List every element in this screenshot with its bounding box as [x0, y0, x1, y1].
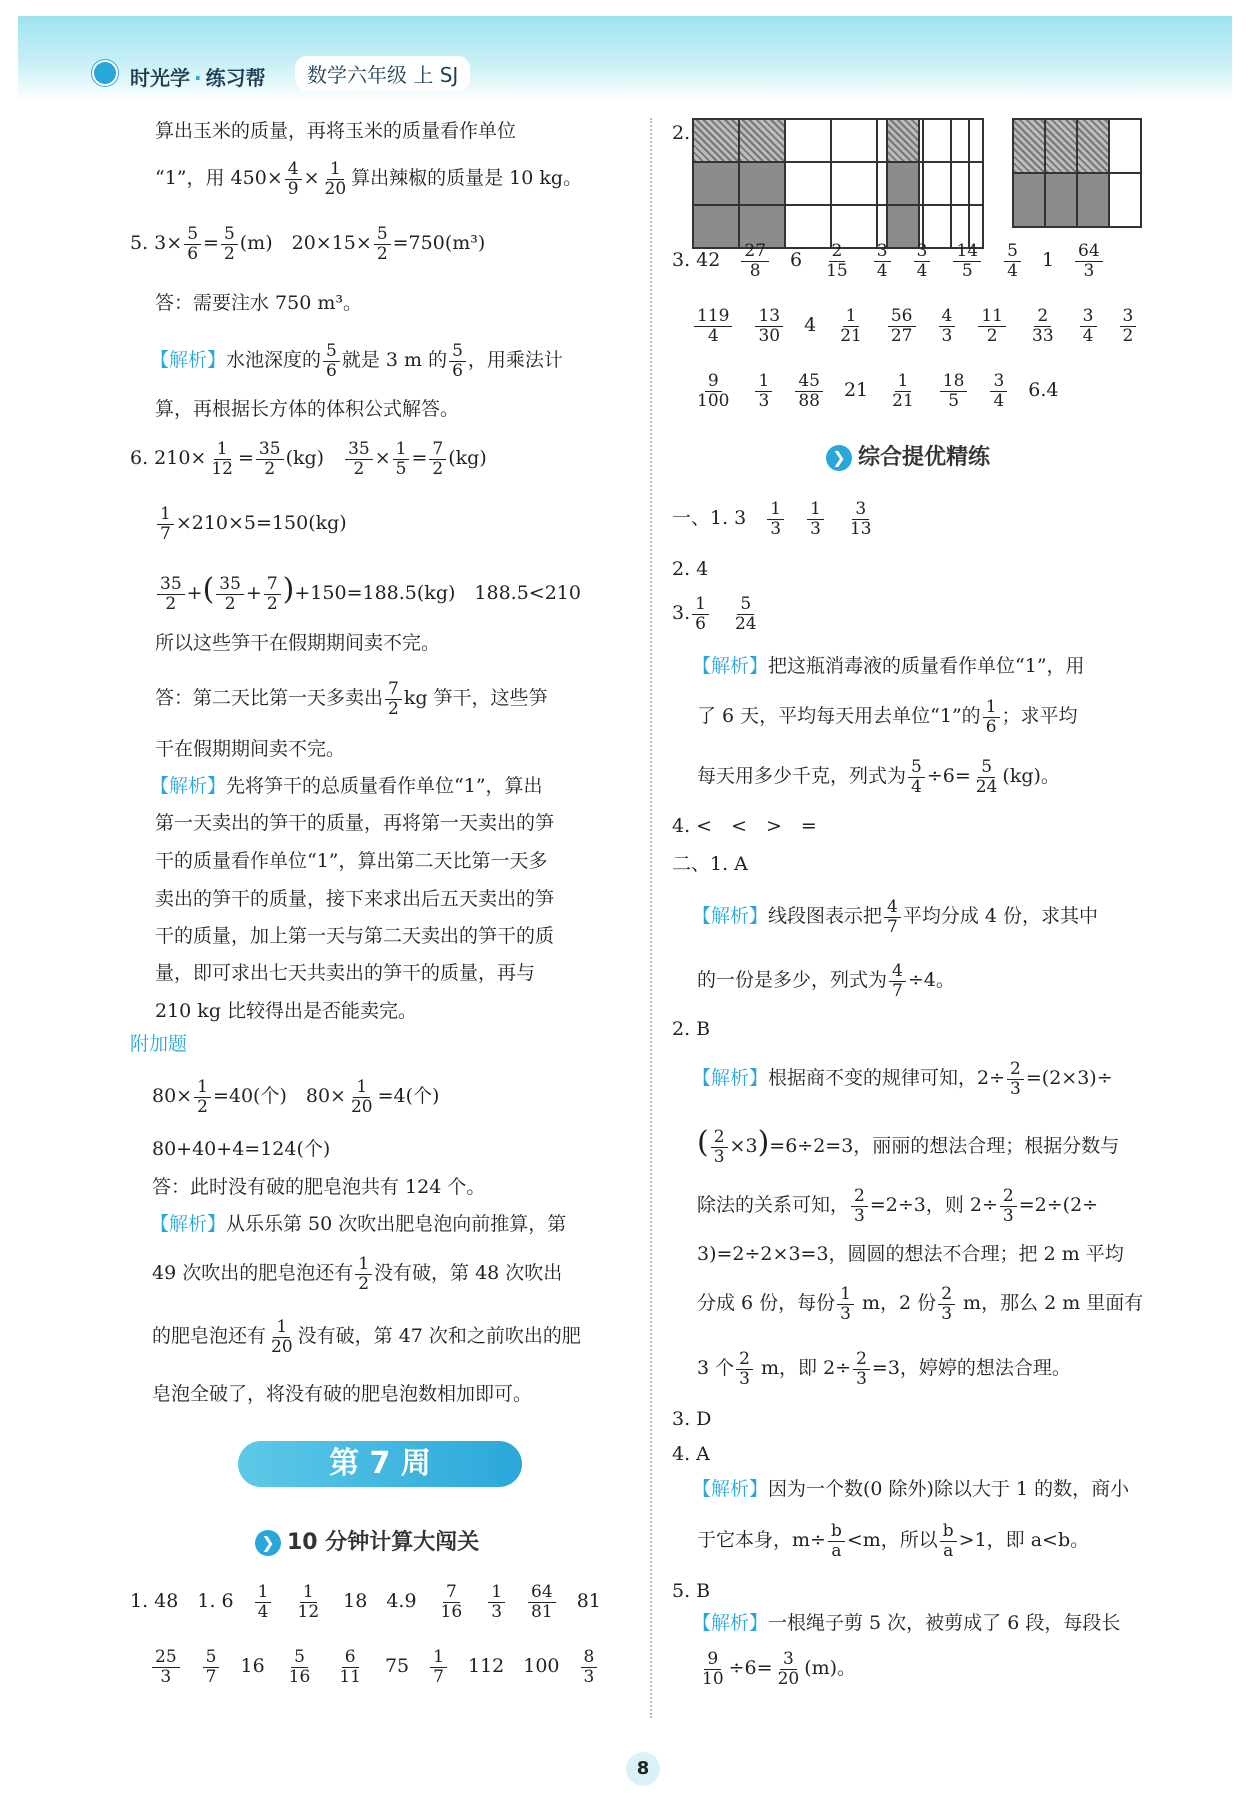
text-line: 干的质量，加上第一天与第二天卖出的笋干的质 [155, 925, 555, 947]
text-line: “1”，用 450× $\frac{4}{9}$ × $\frac{1}{20}$ 算出辣椒的质量是 10 kg。 [155, 159, 583, 199]
text-line: 的肥皂泡还有 $\frac{1}{20}$ 没有破，第 47 次和之前吹出的肥 [152, 1317, 581, 1357]
part-1-q4: 4. < < > = [672, 815, 817, 837]
text-line: 卖出的笋干的质量，接下来求出后五天卖出的笋 [155, 888, 555, 910]
part-2-q5: 5. B [672, 1580, 711, 1602]
grid-figure-2 [886, 118, 984, 249]
calc-row-1: 1. 48 1. 6 $\frac{1}{4}$ $\frac{1}{12}$ 18 4.9 $\frac{7}{16}$ $\frac{1}{3}$ $\frac{64}{81}$ 81 [130, 1582, 601, 1622]
part-2-q2: 2. B [672, 1018, 711, 1040]
text-line: 干的质量看作单位“1”，算出第二天比第一天多 [155, 850, 548, 872]
section-title-10min: ❯ 10 分钟计算大闯关 [255, 1525, 479, 1556]
question-5: 5. 3× $\frac{5}{6}$ = $\frac{5}{2}$ (m) 20×15× $\frac{5}{2}$ =750(m³) [130, 224, 486, 264]
part-1-q3: 3. $\frac{1}{6}$ $\frac{5}{24}$ [672, 594, 757, 634]
column-divider [650, 118, 652, 1718]
arrow-icon: ❯ [826, 445, 852, 471]
question-3-row-2: $\frac{119}{4}$ $\frac{13}{30}$ 4 $\frac{1}{21}$ $\frac{56}{27}$ $\frac{4}{3}$ $\frac{11}{2}$ $\frac{2}{33}$ $\frac{3}{4}$ $\frac{3}{2}$ [692, 307, 1138, 345]
subject-badge: 数学六年级 上 SJ [295, 56, 470, 91]
text-line: $\frac{1}{7}$ ×210×5=150(kg) [155, 505, 347, 543]
brand-name: 时光学 · 练习帮 [130, 66, 266, 90]
question-2: 2. [672, 122, 691, 144]
explanation-2-5: 【解析】一根绳子剪 5 次，被剪成了 6 段，每段长 [692, 1612, 1121, 1634]
explanation-r3: 【解析】把这瓶消毒液的质量看作单位“1”，用 [692, 655, 1085, 677]
extra-explanation: 【解析】从乐乐第 50 次吹出肥皂泡向前推算，第 [150, 1213, 567, 1235]
text-line: 了 6 天，平均每天用去单位“1”的 $\frac{1}{6}$ ；求平均 [697, 697, 1078, 737]
extra-question-heading: 附加题 [130, 1033, 188, 1055]
text-line: 80+40+4=124(个) [152, 1138, 331, 1160]
text-line: 量，即可求出七天共卖出的笋干的质量，再与 [155, 962, 536, 984]
explanation-2-1: 【解析】线段图表示把 $\frac{4}{7}$ 平均分成 4 份，求其中 [692, 897, 1099, 937]
text-line: 除法的关系可知， $\frac{2}{3}$ =2÷3，则 2÷ $\frac{2}{3}$ =2÷(2÷ [697, 1186, 1099, 1226]
week-banner: 第 7 周 [238, 1441, 522, 1487]
arrow-icon: ❯ [255, 1530, 281, 1556]
text-line: 的一份是多少，列式为 $\frac{4}{7}$ ÷4。 [697, 961, 955, 1001]
part-1-q2: 2. 4 [672, 558, 709, 580]
calc-row-2: $\frac{25}{3}$ $\frac{5}{7}$ 16 $\frac{5}{16}$ $\frac{6}{11}$ 75 $\frac{1}{7}$ 112 100 $\frac{8}{3}$ [150, 1648, 599, 1686]
text-line: 分成 6 份，每份 $\frac{1}{3}$ m，2 份 $\frac{2}{3}$ m，那么 2 m 里面有 [697, 1284, 1144, 1324]
text-line: 算出玉米的质量，再将玉米的质量看作单位 [155, 120, 517, 142]
text-line: $\frac{9}{10}$ ÷6= $\frac{3}{20}$ (m)。 [702, 1649, 857, 1689]
text-line: ( $\frac{2}{3}$ ×3)=6÷2=3，丽丽的想法合理；根据分数与 [697, 1125, 1120, 1167]
explanation-2-2: 【解析】根据商不变的规律可知，2÷ $\frac{2}{3}$ =(2×3)÷ [692, 1059, 1113, 1099]
text-line: 算，再根据长方体的体积公式解答。 [155, 398, 460, 420]
part-1-q1: 一、1. 3 $\frac{1}{3}$ $\frac{1}{3}$ $\frac{3}{13}$ [672, 499, 872, 539]
question-3-row-1: 3. 42 $\frac{27}{8}$ 6 $\frac{2}{15}$ $\frac{3}{4}$ $\frac{3}{4}$ $\frac{14}{5}$ $\frac{5}{4}$ 1 $\frac{64}{3}$ [672, 242, 1105, 280]
answer-5: 答：需要注水 750 m³。 [155, 292, 362, 314]
section-title-comprehensive: ❯ 综合提优精练 [826, 440, 990, 471]
question-3-row-3: $\frac{9}{100}$ $\frac{1}{3}$ $\frac{45}{88}$ 21 $\frac{1}{21}$ $\frac{18}{5}$ $\frac{3}{4}$ 6.4 [697, 371, 1059, 411]
explanation-5: 【解析】水池深度的 $\frac{5}{6}$ 就是 3 m 的 $\frac{5}{6}$ ，用乘法计 [150, 341, 563, 381]
text-line: 第一天卖出的笋干的质量，再将第一天卖出的笋 [155, 812, 555, 834]
grid-figure-3 [1012, 118, 1142, 228]
text-line: 3)=2÷2×3=3，圆圆的想法不合理；把 2 m 平均 [697, 1243, 1124, 1265]
question-6: 6. 210× $\frac{1}{12}$ = $\frac{35}{2}$ (kg) $\frac{35}{2}$ × $\frac{1}{5}$ = $\frac{7}{2}$ (kg) [130, 439, 487, 479]
brand-logo-icon [92, 60, 118, 86]
text-line: 干在假期期间卖不完。 [155, 738, 346, 760]
extra-question: 80× $\frac{1}{2}$ =40(个) 80× $\frac{1}{20}$ =4(个) [152, 1077, 440, 1117]
part-2-q4: 4. A [672, 1443, 710, 1465]
text-line: 每天用多少千克，列式为 $\frac{5}{4}$ ÷6= $\frac{5}{24}$ (kg)。 [697, 757, 1060, 797]
text-line: 3 个 $\frac{2}{3}$ m，即 2÷ $\frac{2}{3}$ =3，婷婷的想法合理。 [697, 1349, 1071, 1389]
part-2-q3: 3. D [672, 1408, 712, 1430]
text-line: $\frac{35}{2}$ +( $\frac{35}{2}$ + $\frac{7}{2}$ )+150=188.5(kg) 188.5<210 [155, 572, 581, 613]
part-2-q1: 二、1. A [672, 853, 748, 875]
text-line: 皂泡全破了，将没有破的肥皂泡数相加即可。 [152, 1383, 533, 1405]
text-line: 所以这些笋干在假期期间卖不完。 [155, 632, 441, 654]
explanation-6: 【解析】先将笋干的总质量看作单位“1”，算出 [150, 775, 543, 797]
explanation-2-4: 【解析】因为一个数(0 除外)除以大于 1 的数，商小 [692, 1478, 1130, 1500]
page-number: 8 [626, 1752, 660, 1786]
extra-answer: 答：此时没有破的肥皂泡共有 124 个。 [152, 1176, 486, 1198]
text-line: 于它本身，m÷ $\frac{b}{a}$ <m，所以 $\frac{b}{a}$ >1，即 a<b。 [697, 1521, 1090, 1561]
text-line: 210 kg 比较得出是否能卖完。 [155, 1000, 418, 1022]
text-line: 49 次吹出的肥皂泡还有 $\frac{1}{2}$ 没有破，第 48 次吹出 [152, 1254, 563, 1294]
answer-6: 答：第二天比第一天多卖出 $\frac{7}{2}$ kg 笋干，这些笋 [155, 679, 548, 719]
